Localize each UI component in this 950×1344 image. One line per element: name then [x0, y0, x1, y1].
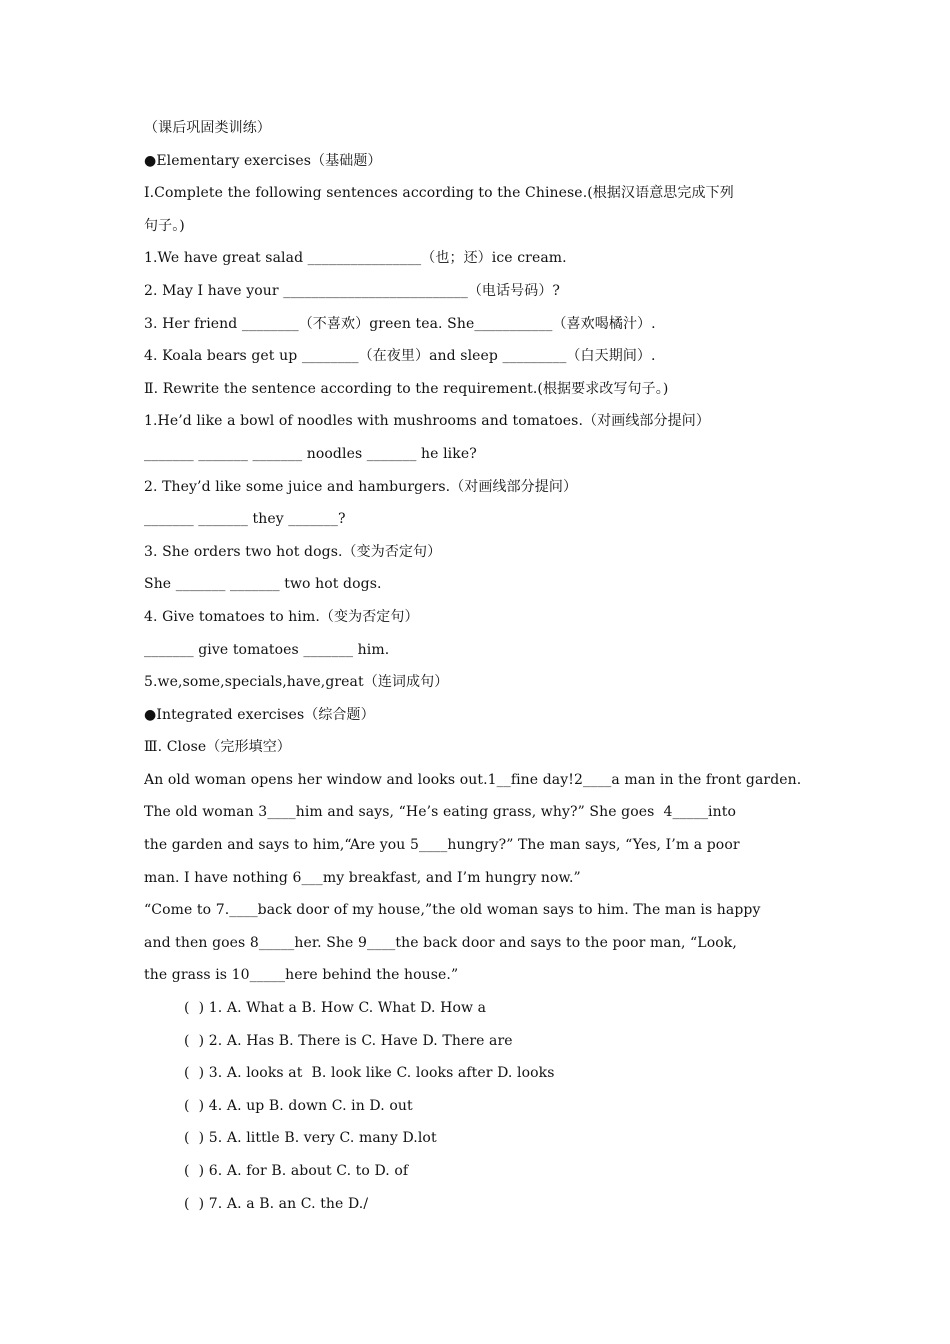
question-line: 4. Give tomatoes to him.（变为否定句）: [144, 608, 419, 625]
passage-line: The old woman 3____him and says, “He’s eating grass, why?” She goes 4_____into: [144, 804, 736, 821]
choice-line: ( ) 3. A. looks at B. look like C. looks after D. looks: [184, 1065, 555, 1082]
choice-line: ( ) 6. A. for B. about C. to D. of: [184, 1163, 409, 1179]
passage-line: and then goes 8_____her. She 9____the back door and says to the poor man, “Look,: [144, 934, 737, 951]
choice-line: ( ) 7. A. a B. an C. the D./: [184, 1195, 369, 1212]
question-line: 2. They’d like some juice and hamburgers.（对画线部分提问）: [144, 478, 578, 495]
choice-line: ( ) 1. A. What a B. How C. What D. How a: [184, 1000, 487, 1017]
part-2-instruction: Ⅱ. Rewrite the sentence according to the requirement.(根据要求改写句子。): [144, 380, 669, 397]
passage-line: man. I have nothing 6___my breakfast, and I’m hungry now.”: [144, 869, 581, 886]
section-heading: （课后巩固类训练）: [144, 120, 271, 136]
question-line: 5.we,some,specials,have,great（连词成句）: [144, 674, 449, 691]
passage-line: An old woman opens her window and looks out.1__fine day!2____a man in the front garden.: [144, 771, 802, 788]
section-heading-integrated: ●Integrated exercises（综合题）: [144, 706, 375, 723]
part-1-instruction: Ⅰ.Complete the following sentences according to the Chinese.(根据汉语意思完成下列: [144, 185, 734, 202]
question-line: 1.We have great salad ________________（也；还）ice cream.: [144, 250, 567, 267]
part-3-heading: Ⅲ. Close（完形填空）: [144, 739, 291, 756]
document-body: [144, 112, 856, 1220]
answer-line: _______ _______ they _______?: [144, 511, 346, 528]
part-1-instruction-cont: 句子。): [144, 217, 185, 234]
question-line: 4. Koala bears get up ________（在夜里）and sleep _________（白天期间）.: [144, 348, 656, 365]
question-line: 3. Her friend ________（不喜欢）green tea. She___________（喜欢喝橘汁）.: [144, 315, 656, 332]
question-line: 2. May I have your __________________________（电话号码）?: [144, 282, 561, 299]
answer-line: She _______ _______ two hot dogs.: [144, 576, 382, 593]
choice-line: ( ) 5. A. little B. very C. many D.lot: [184, 1130, 437, 1147]
answer-line: _______ give tomatoes _______ him.: [144, 641, 390, 658]
answer-line: _______ _______ _______ noodles _______ he like?: [144, 445, 477, 462]
passage-line: the garden and says to him,“Are you 5____hungry?” The man says, “Yes, I’m a poor: [144, 837, 740, 854]
passage-line: the grass is 10_____here behind the house.”: [144, 967, 459, 984]
choice-line: ( ) 4. A. up B. down C. in D. out: [184, 1097, 413, 1114]
choice-line: ( ) 2. A. Has B. There is C. Have D. There are: [184, 1032, 513, 1049]
section-heading-elementary: ●Elementary exercises（基础题）: [144, 152, 382, 169]
question-line: 1.He’d like a bowl of noodles with mushrooms and tomatoes.（对画线部分提问）: [144, 413, 710, 430]
passage-line: “Come to 7.____back door of my house,”the old woman says to him. The man is happy: [144, 902, 761, 919]
question-line: 3. She orders two hot dogs.（变为否定句）: [144, 543, 442, 560]
